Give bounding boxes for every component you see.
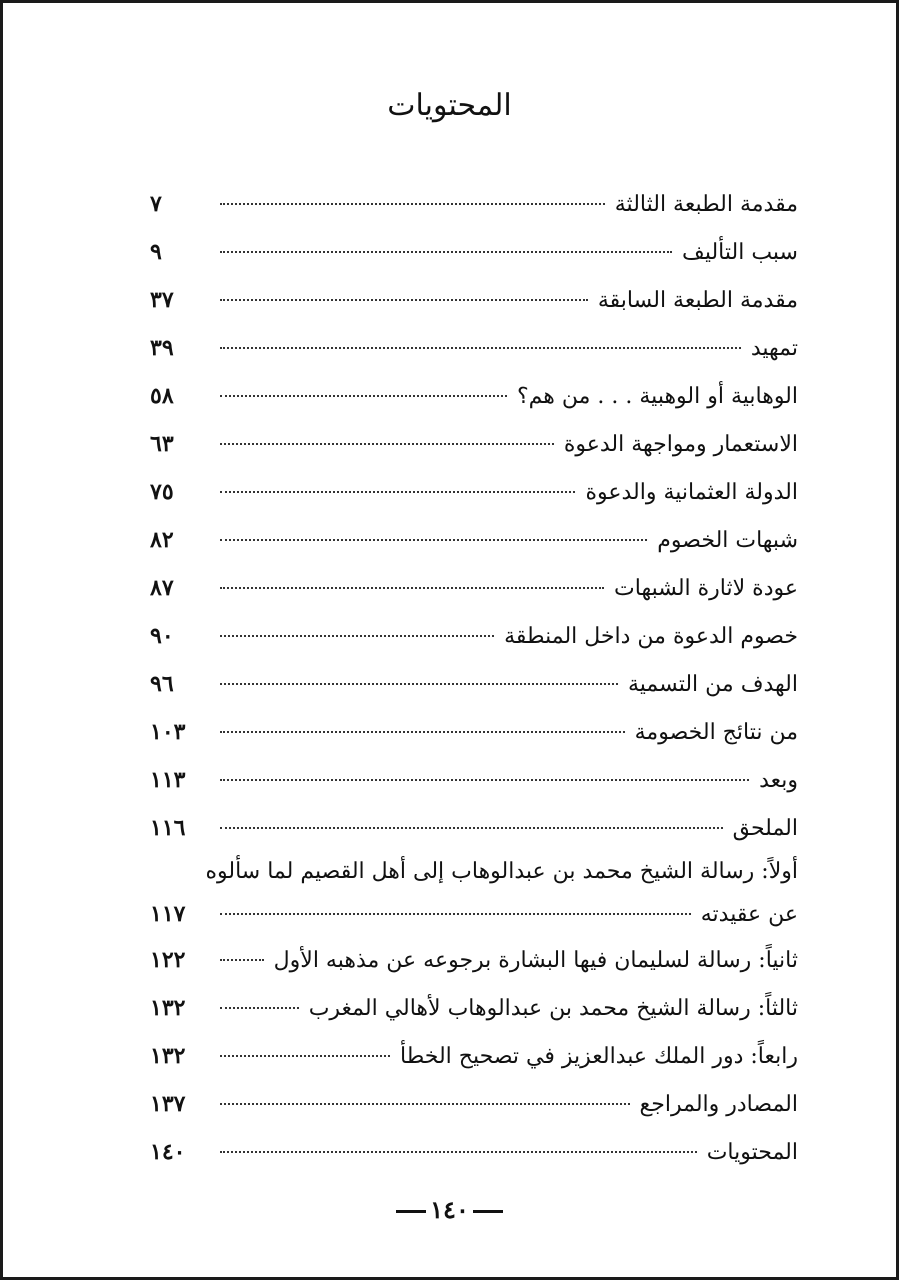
page-footer: [0, 1195, 899, 1224]
dot-leader: [220, 202, 605, 205]
toc-entry-page: ٧: [150, 191, 162, 217]
toc-entry-page: ٥٨: [150, 383, 174, 409]
toc-entry-page: ١٤٠: [150, 1139, 186, 1165]
toc-entry[interactable]: [150, 660, 798, 708]
dot-leader: [220, 442, 554, 445]
toc-entry-page: ٦٣: [150, 431, 174, 457]
dot-leader: [220, 1150, 697, 1153]
footer-dash: [473, 1210, 503, 1213]
page-title: المحتويات: [387, 88, 512, 123]
footer-dash: [396, 1210, 426, 1213]
toc-entry-page: ١٠٣: [150, 719, 186, 745]
dot-leader: [220, 958, 264, 961]
toc-entry-page: ١٣٢: [150, 995, 186, 1021]
toc-entry-title: خصوم الدعوة من داخل المنطقة: [504, 624, 798, 649]
toc-entry[interactable]: [150, 420, 798, 468]
dot-leader: [220, 912, 691, 915]
toc-entry[interactable]: [150, 804, 798, 852]
dot-leader: [220, 394, 507, 397]
toc-entry[interactable]: [150, 228, 798, 276]
toc-entry[interactable]: [150, 1080, 798, 1128]
dot-leader: [220, 826, 723, 829]
dot-leader: [220, 682, 618, 685]
toc-entry-page: ١٢٢: [150, 947, 186, 973]
dot-leader: [220, 298, 588, 301]
toc-entry-page: ٧٥: [150, 479, 174, 505]
toc-entry-page: ٣٩: [150, 335, 174, 361]
toc-entry[interactable]: [150, 564, 798, 612]
dot-leader: [220, 490, 575, 493]
dot-leader: [220, 538, 647, 541]
toc-entry-page: ٨٧: [150, 575, 174, 601]
toc-entry-title: تمهيد: [750, 336, 798, 361]
toc-entry-title: المحتويات: [706, 1140, 798, 1165]
toc-entry-page: ١٣٢: [150, 1043, 186, 1069]
toc-entry-title: عودة لاثارة الشبهات: [614, 576, 798, 601]
toc-entry[interactable]: [150, 756, 798, 804]
toc-entry-title: شبهات الخصوم: [657, 528, 798, 553]
dot-leader: [220, 634, 494, 637]
toc-entry-page: ١٣٧: [150, 1091, 186, 1117]
toc-entry-page: ١١٧: [150, 901, 186, 927]
toc-entry-title: المصادر والمراجع: [639, 1092, 798, 1117]
toc-entry-title: الملحق: [732, 816, 798, 841]
toc-entry[interactable]: [150, 468, 798, 516]
toc-entry-page: ١١٣: [150, 767, 186, 793]
toc-entry-title: مقدمة الطبعة السابقة: [597, 288, 798, 313]
toc-entry[interactable]: [150, 276, 798, 324]
toc-entry-title: رابعاً: دور الملك عبدالعزيز في تصحيح الخطأ: [400, 1044, 798, 1069]
dot-leader: [220, 1102, 630, 1105]
toc-entry-title: الاستعمار ومواجهة الدعوة: [563, 432, 798, 457]
toc-entry[interactable]: [150, 1128, 798, 1176]
table-of-contents: [150, 180, 798, 1176]
toc-entry[interactable]: [150, 936, 798, 984]
toc-entry-title: أولاً: رسالة الشيخ محمد بن عبدالوهاب إلى أهل القصيم لما سألوه: [205, 859, 798, 884]
toc-entry-title: الهدف من التسمية: [627, 672, 798, 697]
toc-entry-title: ثانياً: رسالة لسليمان فيها البشارة برجوعه عن مذهبه الأول: [273, 948, 798, 973]
toc-entry-page: ٩٦: [150, 671, 174, 697]
dot-leader: [220, 586, 604, 589]
toc-entry-title: الوهابية أو الوهبية . . . من هم؟: [516, 384, 798, 409]
toc-entry-page: ٨٢: [150, 527, 174, 553]
toc-entry[interactable]: [150, 612, 798, 660]
toc-entry-title-continued: عن عقيدته: [700, 902, 798, 927]
toc-entry-title: سبب التأليف: [682, 240, 798, 265]
toc-entry[interactable]: [150, 516, 798, 564]
toc-entry[interactable]: [150, 324, 798, 372]
dot-leader: [220, 346, 741, 349]
footer-page-number: ١٤٠: [430, 1195, 469, 1224]
dot-leader: [220, 250, 672, 253]
toc-entry-title: الدولة العثمانية والدعوة: [585, 480, 798, 505]
toc-entry-title: مقدمة الطبعة الثالثة: [614, 192, 798, 217]
dot-leader: [220, 1054, 390, 1057]
toc-entry-page: ٣٧: [150, 287, 174, 313]
toc-entry[interactable]: [150, 984, 798, 1032]
toc-entry[interactable]: [150, 708, 798, 756]
toc-entry-first-line[interactable]: [150, 852, 798, 892]
dot-leader: [220, 1006, 299, 1009]
dot-leader: [220, 730, 625, 733]
toc-entry-title: ثالثاً: رسالة الشيخ محمد بن عبدالوهاب لأهالي المغرب: [308, 996, 798, 1021]
toc-entry[interactable]: [150, 372, 798, 420]
toc-entry-page: ١١٦: [150, 815, 186, 841]
toc-entry-title: وبعد: [759, 768, 798, 793]
toc-entry[interactable]: [150, 180, 798, 228]
toc-entry-page: ٩٠: [150, 623, 174, 649]
toc-entry-page: ٩: [150, 239, 162, 265]
toc-entry[interactable]: [150, 1032, 798, 1080]
toc-entry[interactable]: [150, 892, 798, 936]
toc-entry-title: من نتائج الخصومة: [634, 720, 798, 745]
dot-leader: [220, 778, 749, 781]
